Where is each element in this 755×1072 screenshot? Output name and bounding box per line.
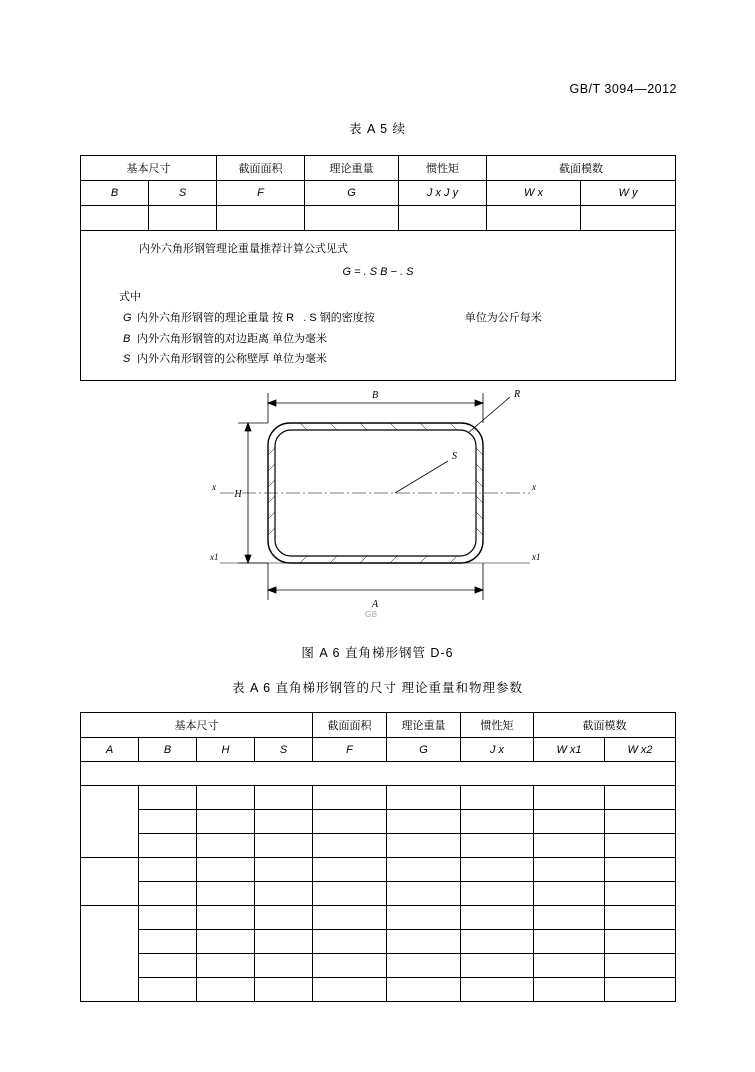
data-cell bbox=[149, 206, 217, 231]
table-a5 bbox=[80, 155, 676, 381]
data-cell bbox=[581, 206, 676, 231]
data-cell bbox=[461, 954, 534, 978]
data-cell bbox=[139, 810, 197, 834]
table-row bbox=[81, 906, 676, 930]
table-row bbox=[81, 762, 676, 786]
table-row bbox=[81, 810, 676, 834]
table-row bbox=[81, 206, 676, 231]
data-cell bbox=[534, 834, 605, 858]
sub-header-Wx1: W x1 bbox=[534, 738, 605, 762]
data-cell bbox=[387, 810, 461, 834]
note-definition bbox=[91, 329, 665, 350]
data-cell bbox=[197, 954, 255, 978]
data-cell bbox=[255, 786, 313, 810]
data-cell bbox=[197, 930, 255, 954]
table-row bbox=[81, 930, 676, 954]
data-cell bbox=[534, 906, 605, 930]
note-formula: G = . S B − . S bbox=[342, 265, 414, 278]
data-cell bbox=[387, 882, 461, 906]
sub-header-G: G bbox=[387, 738, 461, 762]
label-S: S bbox=[452, 451, 457, 462]
sub-header-Wx: W x bbox=[487, 181, 581, 206]
col-header-theoretical-weight: 理论重量 bbox=[305, 156, 399, 181]
data-cell bbox=[534, 786, 605, 810]
data-cell bbox=[81, 762, 676, 786]
data-cell bbox=[81, 206, 149, 231]
data-cell bbox=[139, 786, 197, 810]
data-cell bbox=[197, 810, 255, 834]
data-cell bbox=[313, 978, 387, 1002]
table-note-row bbox=[81, 231, 676, 381]
table-row bbox=[81, 713, 676, 738]
label-B: B bbox=[371, 390, 379, 401]
note-text: 内外六角形钢管的对边距离 单位为毫米 bbox=[137, 332, 328, 345]
data-cell bbox=[605, 834, 676, 858]
sub-header-G: G bbox=[305, 181, 399, 206]
data-cell bbox=[255, 906, 313, 930]
col-header-moment-inertia: 惯性矩 bbox=[461, 713, 534, 738]
data-cell bbox=[387, 930, 461, 954]
data-cell bbox=[313, 930, 387, 954]
data-cell bbox=[605, 930, 676, 954]
table-a5-caption: 表 A 5 续 bbox=[348, 122, 407, 136]
data-cell bbox=[399, 206, 487, 231]
data-cell bbox=[217, 206, 305, 231]
table-row bbox=[81, 882, 676, 906]
note-title: 内外六角形钢管理论重量推荐计算公式见式 bbox=[139, 243, 348, 255]
data-cell bbox=[139, 930, 197, 954]
data-cell bbox=[461, 858, 534, 882]
data-cell bbox=[534, 882, 605, 906]
data-cell bbox=[461, 930, 534, 954]
data-cell bbox=[534, 954, 605, 978]
data-cell bbox=[255, 978, 313, 1002]
data-cell bbox=[387, 834, 461, 858]
sub-header-Wy: W y bbox=[581, 181, 676, 206]
data-cell bbox=[605, 786, 676, 810]
standard-number: GB/T 3094—2012 bbox=[569, 82, 677, 96]
col-header-basic-size: 基本尺寸 bbox=[81, 713, 313, 738]
data-cell bbox=[139, 954, 197, 978]
data-cell bbox=[139, 882, 197, 906]
data-cell bbox=[387, 978, 461, 1002]
data-cell bbox=[605, 906, 676, 930]
table-row bbox=[81, 834, 676, 858]
note-symbol: G bbox=[123, 311, 132, 324]
sub-header-B: B bbox=[139, 738, 197, 762]
sub-header-F: F bbox=[217, 181, 305, 206]
table-row bbox=[81, 786, 676, 810]
label-R: R bbox=[514, 389, 521, 400]
data-cell bbox=[461, 834, 534, 858]
figure-a6 bbox=[180, 385, 600, 625]
data-cell bbox=[461, 882, 534, 906]
label-A: A bbox=[371, 599, 379, 610]
page-mark: GB bbox=[365, 610, 378, 619]
data-cell bbox=[313, 786, 387, 810]
table-row bbox=[81, 156, 676, 181]
table-a6 bbox=[80, 712, 676, 1002]
sub-header-S: S bbox=[255, 738, 313, 762]
table-a6-caption: 表 A 6 直角梯形钢管的尺寸 理论重量和物理参数 bbox=[232, 681, 523, 695]
data-cell bbox=[605, 954, 676, 978]
data-cell bbox=[255, 810, 313, 834]
data-cell bbox=[487, 206, 581, 231]
data-cell bbox=[313, 906, 387, 930]
col-header-basic-size: 基本尺寸 bbox=[81, 156, 217, 181]
data-cell bbox=[197, 882, 255, 906]
data-cell bbox=[534, 810, 605, 834]
data-cell bbox=[197, 978, 255, 1002]
data-cell bbox=[605, 810, 676, 834]
data-cell bbox=[387, 858, 461, 882]
note-text: 内外六角形钢管的理论重量 按 R . S 钢的密度按 bbox=[137, 311, 375, 324]
note-unit: 单位为公斤每米 bbox=[464, 311, 542, 324]
note-lead: 式中 bbox=[119, 290, 141, 303]
figure-a6-caption: 图 A 6 直角梯形钢管 D-6 bbox=[301, 646, 454, 660]
data-cell bbox=[255, 882, 313, 906]
table-row bbox=[81, 858, 676, 882]
sub-header-B: B bbox=[81, 181, 149, 206]
data-cell bbox=[461, 786, 534, 810]
note-definition bbox=[91, 349, 665, 370]
leader-S bbox=[395, 461, 448, 493]
table-a5-note bbox=[81, 231, 676, 381]
label-axis-x-right: x bbox=[532, 482, 536, 492]
sub-header-Wx2: W x2 bbox=[605, 738, 676, 762]
data-cell bbox=[139, 834, 197, 858]
data-cell bbox=[605, 882, 676, 906]
col-header-section-modulus: 截面模数 bbox=[487, 156, 676, 181]
note-definition bbox=[91, 308, 665, 329]
label-axis-x1-right: x1 bbox=[532, 552, 541, 562]
dimension-A bbox=[268, 563, 483, 600]
data-cell bbox=[387, 954, 461, 978]
data-cell bbox=[461, 978, 534, 1002]
sub-header-F: F bbox=[313, 738, 387, 762]
col-header-section-area: 截面面积 bbox=[313, 713, 387, 738]
note-symbol: S bbox=[123, 353, 131, 366]
table-row bbox=[81, 954, 676, 978]
sub-header-Jx: J x bbox=[461, 738, 534, 762]
data-cell bbox=[255, 858, 313, 882]
data-cell bbox=[534, 978, 605, 1002]
data-cell bbox=[255, 834, 313, 858]
col-header-theoretical-weight: 理论重量 bbox=[387, 713, 461, 738]
data-cell bbox=[255, 930, 313, 954]
sub-header-S: S bbox=[149, 181, 217, 206]
data-cell bbox=[461, 810, 534, 834]
data-cell bbox=[387, 906, 461, 930]
data-cell bbox=[605, 978, 676, 1002]
sub-header-H: H bbox=[197, 738, 255, 762]
data-cell bbox=[313, 834, 387, 858]
data-cell bbox=[313, 954, 387, 978]
label-H: H bbox=[234, 489, 242, 500]
data-cell bbox=[197, 906, 255, 930]
col-header-section-modulus: 截面模数 bbox=[534, 713, 676, 738]
data-cell bbox=[255, 954, 313, 978]
label-axis-x1-left: x1 bbox=[210, 552, 219, 562]
data-cell bbox=[313, 858, 387, 882]
label-axis-x-left: x bbox=[212, 482, 216, 492]
col-header-moment-inertia: 惯性矩 bbox=[399, 156, 487, 181]
data-cell bbox=[197, 834, 255, 858]
note-symbol: B bbox=[123, 332, 131, 345]
data-cell bbox=[534, 858, 605, 882]
data-cell bbox=[461, 906, 534, 930]
data-cell-merged bbox=[81, 786, 139, 858]
table-row bbox=[81, 978, 676, 1002]
data-cell-merged bbox=[81, 906, 139, 1002]
leader-R bbox=[468, 397, 510, 433]
table-row bbox=[81, 181, 676, 206]
data-cell-merged bbox=[81, 858, 139, 906]
sub-header-Jxy: J x J y bbox=[399, 181, 487, 206]
sub-header-A: A bbox=[81, 738, 139, 762]
data-cell bbox=[197, 786, 255, 810]
data-cell bbox=[605, 858, 676, 882]
data-cell bbox=[313, 882, 387, 906]
data-cell bbox=[313, 810, 387, 834]
note-text: 内外六角形钢管的公称壁厚 单位为毫米 bbox=[137, 353, 328, 366]
data-cell bbox=[139, 858, 197, 882]
col-header-section-area: 截面面积 bbox=[217, 156, 305, 181]
data-cell bbox=[305, 206, 399, 231]
data-cell bbox=[534, 930, 605, 954]
data-cell bbox=[197, 858, 255, 882]
table-row bbox=[81, 738, 676, 762]
data-cell bbox=[139, 978, 197, 1002]
data-cell bbox=[139, 906, 197, 930]
data-cell bbox=[387, 786, 461, 810]
